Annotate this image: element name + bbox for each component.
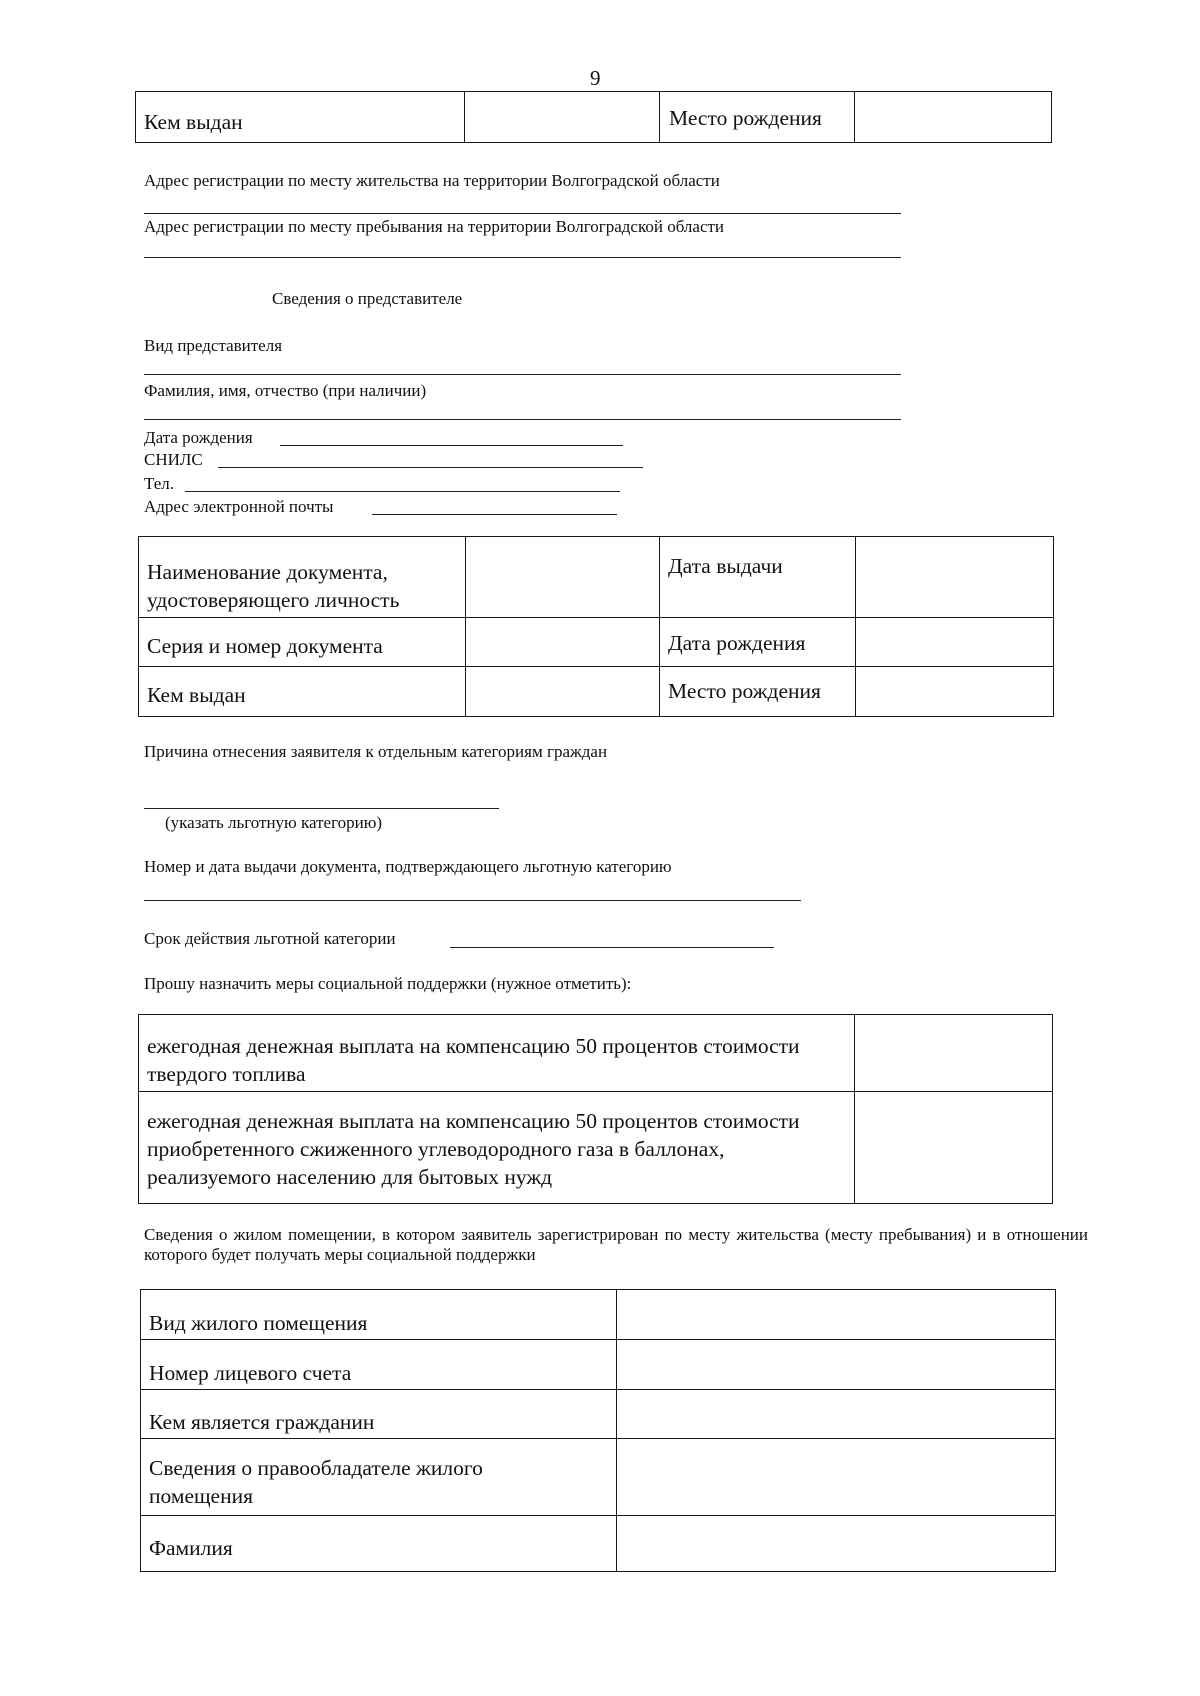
category-reason-label: Причина отнесения заявителя к отдельным категориям граждан: [144, 742, 608, 761]
issued-by-field[interactable]: [465, 92, 658, 142]
support-option-solid-fuel-checkbox[interactable]: [855, 1015, 1052, 1091]
stay-address-label: Адрес регистрации по месту пребывания на территории Волгоградской области: [144, 217, 725, 236]
representative-birthdate-field[interactable]: [280, 445, 623, 446]
housing-owner-label: Сведения о правообладателе жилого помещения: [149, 1456, 483, 1508]
representative-type-field[interactable]: [144, 374, 901, 375]
doc-name-field[interactable]: [466, 537, 658, 617]
representative-phone-label: Тел.: [144, 474, 175, 493]
birthdate-field[interactable]: [856, 618, 1053, 666]
top-identity-table: [135, 91, 1052, 143]
support-option-lpg: ежегодная денежная выплата на компенсацию 50 процентов стоимости приобретенного сжиженного углеводородного газа в баллонах, реализуемого населению для бытовых нужд: [147, 1109, 800, 1189]
housing-type-field[interactable]: [617, 1290, 1055, 1339]
representative-email-field[interactable]: [372, 514, 617, 515]
issue-date-field[interactable]: [856, 537, 1053, 617]
support-option-lpg-checkbox[interactable]: [855, 1092, 1052, 1203]
birthplace-field[interactable]: [855, 92, 1051, 142]
category-validity-label: Срок действия льготной категории: [144, 929, 396, 948]
representative-fullname-field[interactable]: [144, 419, 901, 420]
housing-intro: Сведения о жилом помещении, в котором заявитель зарегистрирован по месту жительства (месту пребывания) и в отношении которого будет получать меры социальной поддержки: [144, 1225, 1088, 1264]
category-doc-field[interactable]: [144, 900, 801, 901]
housing-account-field[interactable]: [617, 1340, 1055, 1389]
id-birthplace-field[interactable]: [856, 667, 1053, 716]
issue-date-label: Дата выдачи: [668, 554, 783, 578]
id-birthplace-label: Место рождения: [668, 679, 821, 703]
series-number-field[interactable]: [466, 618, 658, 666]
category-validity-field[interactable]: [450, 947, 774, 948]
representative-snils-label: СНИЛС: [144, 450, 203, 469]
housing-owner-field[interactable]: [617, 1439, 1055, 1515]
id-issued-by-label: Кем выдан: [147, 683, 246, 707]
support-options-table: [138, 1014, 1053, 1204]
series-number-label: Серия и номер документа: [147, 634, 383, 658]
housing-role-field[interactable]: [617, 1390, 1055, 1438]
housing-table: [140, 1289, 1056, 1572]
doc-name-label: Наименование документа, удостоверяющего личность: [147, 560, 400, 612]
representative-type-label: Вид представителя: [144, 336, 283, 355]
representative-birthdate-label: Дата рождения: [144, 428, 253, 447]
page-number: 9: [590, 66, 601, 90]
representative-section-title: Сведения о представителе: [272, 289, 463, 308]
stay-address-field[interactable]: [144, 257, 901, 258]
housing-surname-label: Фамилия: [149, 1536, 233, 1560]
representative-id-table: [138, 536, 1054, 717]
residence-address-field[interactable]: [144, 213, 901, 214]
housing-surname-field[interactable]: [617, 1516, 1055, 1571]
housing-role-label: Кем является гражданин: [149, 1410, 375, 1434]
birthdate-label: Дата рождения: [668, 631, 806, 655]
housing-account-label: Номер лицевого счета: [149, 1361, 352, 1385]
residence-address-label: Адрес регистрации по месту жительства на территории Волгоградской области: [144, 171, 720, 190]
representative-email-label: Адрес электронной почты: [144, 497, 334, 516]
birthplace-label: Место рождения: [669, 106, 822, 130]
representative-fullname-label: Фамилия, имя, отчество (при наличии): [144, 381, 427, 400]
category-reason-field[interactable]: [144, 808, 499, 809]
support-option-solid-fuel: ежегодная денежная выплата на компенсацию 50 процентов стоимости твердого топлива: [147, 1034, 800, 1086]
support-request-label: Прошу назначить меры социальной поддержки (нужное отметить):: [144, 974, 632, 993]
issued-by-label: Кем выдан: [144, 110, 243, 134]
representative-phone-field[interactable]: [185, 491, 620, 492]
id-issued-by-field[interactable]: [466, 667, 658, 716]
housing-type-label: Вид жилого помещения: [149, 1311, 368, 1335]
category-hint: (указать льготную категорию): [165, 813, 383, 832]
category-doc-label: Номер и дата выдачи документа, подтверждающего льготную категорию: [144, 857, 672, 876]
representative-snils-field[interactable]: [218, 467, 643, 468]
